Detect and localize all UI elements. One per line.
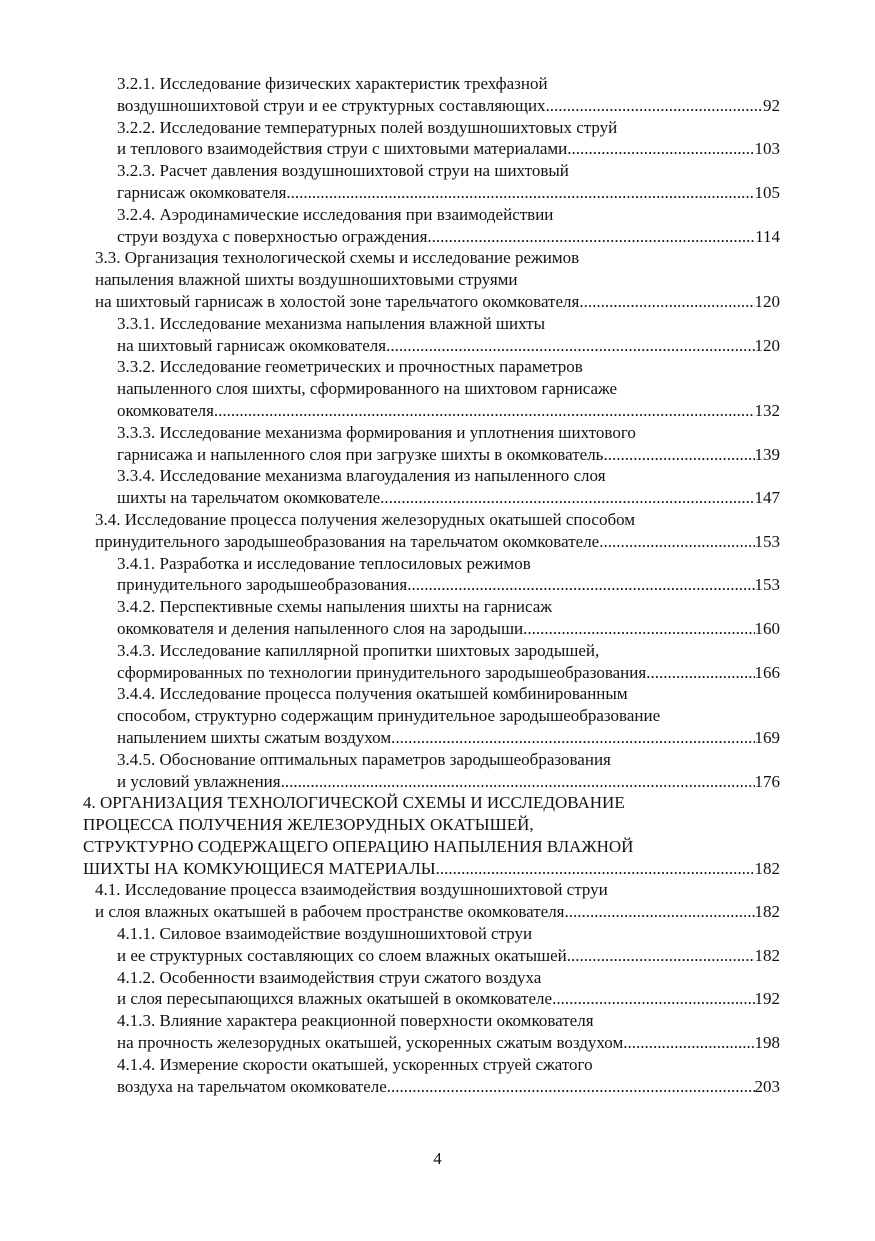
toc-dot-leader bbox=[214, 400, 755, 422]
toc-entry bbox=[83, 160, 780, 204]
toc-entry-text: воздуха на тарельчатом окомкователе bbox=[117, 1076, 387, 1096]
toc-page-number: 169 bbox=[754, 727, 780, 747]
toc-entry bbox=[83, 247, 780, 312]
toc-entry bbox=[83, 553, 780, 597]
toc-entry-line bbox=[117, 683, 780, 705]
toc-entry-text: 3.3.1. Исследование механизма напыления влажной шихты bbox=[117, 313, 546, 333]
toc-entry-text: 3.3.4. Исследование механизма влагоудаления из напыленного слоя bbox=[117, 466, 606, 486]
toc-entry-last-line bbox=[117, 618, 780, 640]
toc-page-number: 105 bbox=[754, 182, 780, 202]
toc-entry bbox=[83, 923, 780, 967]
toc-page-number: 120 bbox=[754, 291, 780, 311]
toc-dot-leader bbox=[552, 988, 754, 1010]
toc-dot-leader bbox=[623, 1032, 754, 1054]
toc-entry-line bbox=[95, 247, 780, 269]
toc-entry-last-line bbox=[117, 662, 780, 684]
toc-entry-text: на шихтовый гарнисаж окомкователя bbox=[117, 335, 387, 355]
toc-entry-text: гарнисаж окомкователя bbox=[117, 182, 287, 202]
toc-dot-leader bbox=[281, 771, 755, 793]
toc-entry-text: и слоя пересыпающихся влажных окатышей в окомкователе bbox=[117, 989, 553, 1009]
toc-page-number: 160 bbox=[754, 618, 780, 638]
toc-entry-text: на прочность железорудных окатышей, ускоренных сжатым воздухом bbox=[117, 1033, 624, 1053]
toc-page-number: 153 bbox=[754, 531, 780, 551]
toc-entry-text: 3.2.1. Исследование физических характеристик трехфазной bbox=[117, 74, 548, 93]
toc-entry-text: принудительного зародышеобразования bbox=[117, 575, 408, 595]
toc-entry-text: гарнисажа и напыленного слоя при загрузке шихты в окомкователь bbox=[117, 444, 604, 464]
toc-entry-text: 4.1.1. Силовое взаимодействие воздушношихтовой струи bbox=[117, 924, 533, 944]
toc-entry-text: напыления влажной шихты воздушношихтовыми струями bbox=[95, 270, 518, 290]
page-number: 4 bbox=[433, 1149, 442, 1168]
toc-entry bbox=[83, 683, 780, 748]
toc-dot-leader bbox=[523, 618, 754, 640]
toc-entry-text: 3.2.4. Аэродинамические исследования при взаимодействии bbox=[117, 204, 554, 224]
toc-entry-line bbox=[117, 356, 780, 378]
toc-entry-last-line bbox=[117, 138, 780, 160]
toc-entry-text: 3.2.3. Расчет давления воздушношихтовой струи на шихтовый bbox=[117, 161, 569, 181]
toc-entry-text: 3.4.1. Разработка и исследование теплосиловых режимов bbox=[117, 553, 531, 573]
toc-dot-leader bbox=[386, 335, 754, 357]
toc-entry-text: и теплового взаимодействия струи с шихтовыми материалами bbox=[117, 139, 568, 159]
toc-entry-line bbox=[117, 160, 780, 182]
toc-entry-last-line bbox=[117, 487, 780, 509]
toc-entry-last-line bbox=[95, 901, 780, 923]
toc-dot-leader bbox=[391, 727, 754, 749]
toc-entry-text: и слоя влажных окатышей в рабочем пространстве окомкователя bbox=[95, 902, 565, 922]
toc-dot-leader bbox=[579, 291, 754, 313]
toc-page-number: 198 bbox=[754, 1033, 780, 1053]
toc-entry-line bbox=[117, 204, 780, 226]
toc-entry-line bbox=[117, 117, 780, 139]
toc-entry-line bbox=[117, 705, 780, 727]
toc-entry-last-line bbox=[117, 574, 780, 596]
toc-entry-last-line bbox=[117, 444, 780, 466]
toc-entry-text: ШИХТЫ НА КОМКУЮЩИЕСЯ МАТЕРИАЛЫ bbox=[83, 858, 436, 878]
toc-entry-text: СТРУКТУРНО СОДЕРЖАЩЕГО ОПЕРАЦИЮ НАПЫЛЕНИЯ ВЛАЖНОЙ bbox=[83, 836, 634, 856]
toc-entry-last-line bbox=[95, 531, 780, 553]
toc-entry-text: 4. ОРГАНИЗАЦИЯ ТЕХНОЛОГИЧЕСКОЙ СХЕМЫ И ИССЛЕДОВАНИЕ bbox=[83, 793, 625, 813]
toc-entry-text: сформированных по технологии принудительного зародышеобразования bbox=[117, 662, 647, 682]
toc-entry-line bbox=[95, 509, 780, 531]
toc-dot-leader bbox=[567, 138, 754, 160]
toc-entry bbox=[83, 596, 780, 640]
toc-entry-text: 4.1.4. Измерение скорости окатышей, ускоренных струей сжатого bbox=[117, 1054, 593, 1074]
toc-entry-line bbox=[117, 967, 780, 989]
toc-entry-text: 3.4.2. Перспективные схемы напыления шихты на гарнисаж bbox=[117, 597, 553, 617]
toc-entry-last-line bbox=[117, 727, 780, 749]
toc-entry bbox=[83, 509, 780, 553]
toc-entry-text: 3.4. Исследование процесса получения железорудных окатышей способом bbox=[95, 509, 636, 529]
toc-entry-last-line bbox=[117, 1032, 780, 1054]
toc-entry-last-line bbox=[117, 226, 780, 248]
toc-entry-line bbox=[117, 378, 780, 400]
toc-dot-leader bbox=[599, 531, 754, 553]
toc-page-number: 139 bbox=[754, 444, 780, 464]
toc-entry-last-line bbox=[117, 182, 780, 204]
table-of-contents bbox=[83, 73, 780, 1097]
toc-entry bbox=[83, 356, 780, 421]
toc-entry-text: 3.4.3. Исследование капиллярной пропитки шихтовых зародышей, bbox=[117, 640, 600, 660]
toc-page-number: 192 bbox=[754, 989, 780, 1009]
toc-dot-leader bbox=[286, 182, 754, 204]
toc-entry bbox=[83, 117, 780, 161]
toc-page-number: 103 bbox=[754, 139, 780, 159]
toc-entry-text: на шихтовый гарнисаж в холостой зоне тарельчатого окомкователя bbox=[95, 291, 580, 311]
toc-entry-text: 3.4.4. Исследование процесса получения окатышей комбинированным bbox=[117, 684, 628, 704]
toc-dot-leader bbox=[407, 574, 754, 596]
toc-page-number: 182 bbox=[754, 945, 780, 965]
toc-dot-leader bbox=[565, 901, 755, 923]
toc-dot-leader bbox=[427, 226, 755, 248]
toc-entry bbox=[83, 465, 780, 509]
toc-page-number: 120 bbox=[754, 335, 780, 355]
toc-entry bbox=[83, 73, 780, 117]
toc-dot-leader bbox=[603, 444, 754, 466]
toc-page-number: 176 bbox=[754, 771, 780, 791]
toc-page-number: 182 bbox=[754, 858, 780, 878]
toc-entry-text: 3.3.2. Исследование геометрических и прочностных параметров bbox=[117, 357, 583, 377]
toc-entry bbox=[83, 792, 780, 879]
toc-entry-line bbox=[117, 422, 780, 444]
toc-entry-line bbox=[83, 836, 780, 858]
toc-entry-text: 4.1.3. Влияние характера реакционной поверхности окомкователя bbox=[117, 1011, 594, 1031]
toc-entry-line bbox=[95, 879, 780, 901]
toc-entry-line bbox=[117, 1054, 780, 1076]
toc-dot-leader bbox=[436, 858, 755, 880]
toc-entry-text: 3.3.3. Исследование механизма формирования и уплотнения шихтового bbox=[117, 422, 636, 442]
toc-entry-text: 3.4.5. Обоснование оптимальных параметров зародышеобразования bbox=[117, 749, 611, 769]
toc-entry-line bbox=[83, 792, 780, 814]
toc-entry-last-line bbox=[83, 858, 780, 880]
toc-entry-text: 4.1. Исследование процесса взаимодействия воздушношихтовой струи bbox=[95, 880, 608, 900]
toc-entry-line bbox=[117, 73, 780, 95]
toc-entry-last-line bbox=[117, 1076, 780, 1098]
toc-entry-last-line bbox=[95, 291, 780, 313]
toc-page-number: 203 bbox=[754, 1076, 780, 1096]
toc-entry-text: воздушношихтовой струи и ее структурных составляющих bbox=[117, 95, 546, 115]
toc-entry-line bbox=[117, 465, 780, 487]
toc-entry bbox=[83, 749, 780, 793]
toc-entry-text: способом, структурно содержащим принудительное зародышеобразование bbox=[117, 706, 661, 726]
toc-dot-leader bbox=[546, 95, 763, 117]
toc-entry-last-line bbox=[117, 988, 780, 1010]
toc-dot-leader bbox=[380, 487, 754, 509]
toc-entry bbox=[83, 313, 780, 357]
toc-entry bbox=[83, 967, 780, 1011]
toc-entry-line bbox=[117, 553, 780, 575]
toc-entry-last-line bbox=[117, 95, 780, 117]
toc-dot-leader bbox=[387, 1076, 755, 1098]
toc-entry-last-line bbox=[117, 400, 780, 422]
toc-entry bbox=[83, 879, 780, 923]
toc-entry-text: и условий увлажнения bbox=[117, 771, 281, 791]
toc-page-number: 132 bbox=[754, 400, 780, 420]
toc-entry-text: и ее структурных составляющих со слоем влажных окатышей bbox=[117, 945, 567, 965]
toc-page-number: 182 bbox=[754, 902, 780, 922]
toc-entry-text: окомкователя bbox=[117, 400, 214, 420]
toc-entry-line bbox=[117, 749, 780, 771]
toc-entry-text: напылением шихты сжатым воздухом bbox=[117, 727, 392, 747]
toc-entry-text: 3.3. Организация технологической схемы и исследование режимов bbox=[95, 248, 580, 268]
toc-page-number: 153 bbox=[754, 575, 780, 595]
toc-entry-line bbox=[117, 640, 780, 662]
toc-entry-text: принудительного зародышеобразования на тарельчатом окомкователе bbox=[95, 531, 600, 551]
toc-entry-text: шихты на тарельчатом окомкователе bbox=[117, 488, 381, 508]
toc-entry-text: напыленного слоя шихты, сформированного на шихтовом гарнисаже bbox=[117, 379, 618, 399]
toc-entry-text: ПРОЦЕССА ПОЛУЧЕНИЯ ЖЕЛЕЗОРУДНЫХ ОКАТЫШЕЙ, bbox=[83, 815, 534, 835]
toc-entry-line bbox=[83, 814, 780, 836]
toc-entry-last-line bbox=[117, 945, 780, 967]
toc-entry-text: окомкователя и деления напыленного слоя на зародыши bbox=[117, 618, 524, 638]
toc-entry-line bbox=[95, 269, 780, 291]
toc-entry-text: струи воздуха с поверхностью ограждения bbox=[117, 226, 428, 246]
toc-entry-last-line bbox=[117, 771, 780, 793]
toc-entry-line bbox=[117, 596, 780, 618]
toc-entry bbox=[83, 422, 780, 466]
toc-page-number: 114 bbox=[755, 226, 780, 246]
toc-page-number: 166 bbox=[754, 662, 780, 682]
toc-entry-line bbox=[117, 313, 780, 335]
toc-entry bbox=[83, 1054, 780, 1098]
toc-entry bbox=[83, 1010, 780, 1054]
toc-entry bbox=[83, 204, 780, 248]
toc-entry-text: 3.2.2. Исследование температурных полей воздушношихтовых струй bbox=[117, 117, 618, 137]
toc-entry-line bbox=[117, 1010, 780, 1032]
toc-entry-last-line bbox=[117, 335, 780, 357]
toc-entry-text: 4.1.2. Особенности взаимодействия струи сжатого воздуха bbox=[117, 967, 542, 987]
toc-page-number: 92 bbox=[763, 95, 780, 115]
toc-dot-leader bbox=[567, 945, 755, 967]
toc-entry-line bbox=[117, 923, 780, 945]
toc-entry bbox=[83, 640, 780, 684]
toc-dot-leader bbox=[646, 662, 754, 684]
toc-page-number: 147 bbox=[754, 488, 780, 508]
